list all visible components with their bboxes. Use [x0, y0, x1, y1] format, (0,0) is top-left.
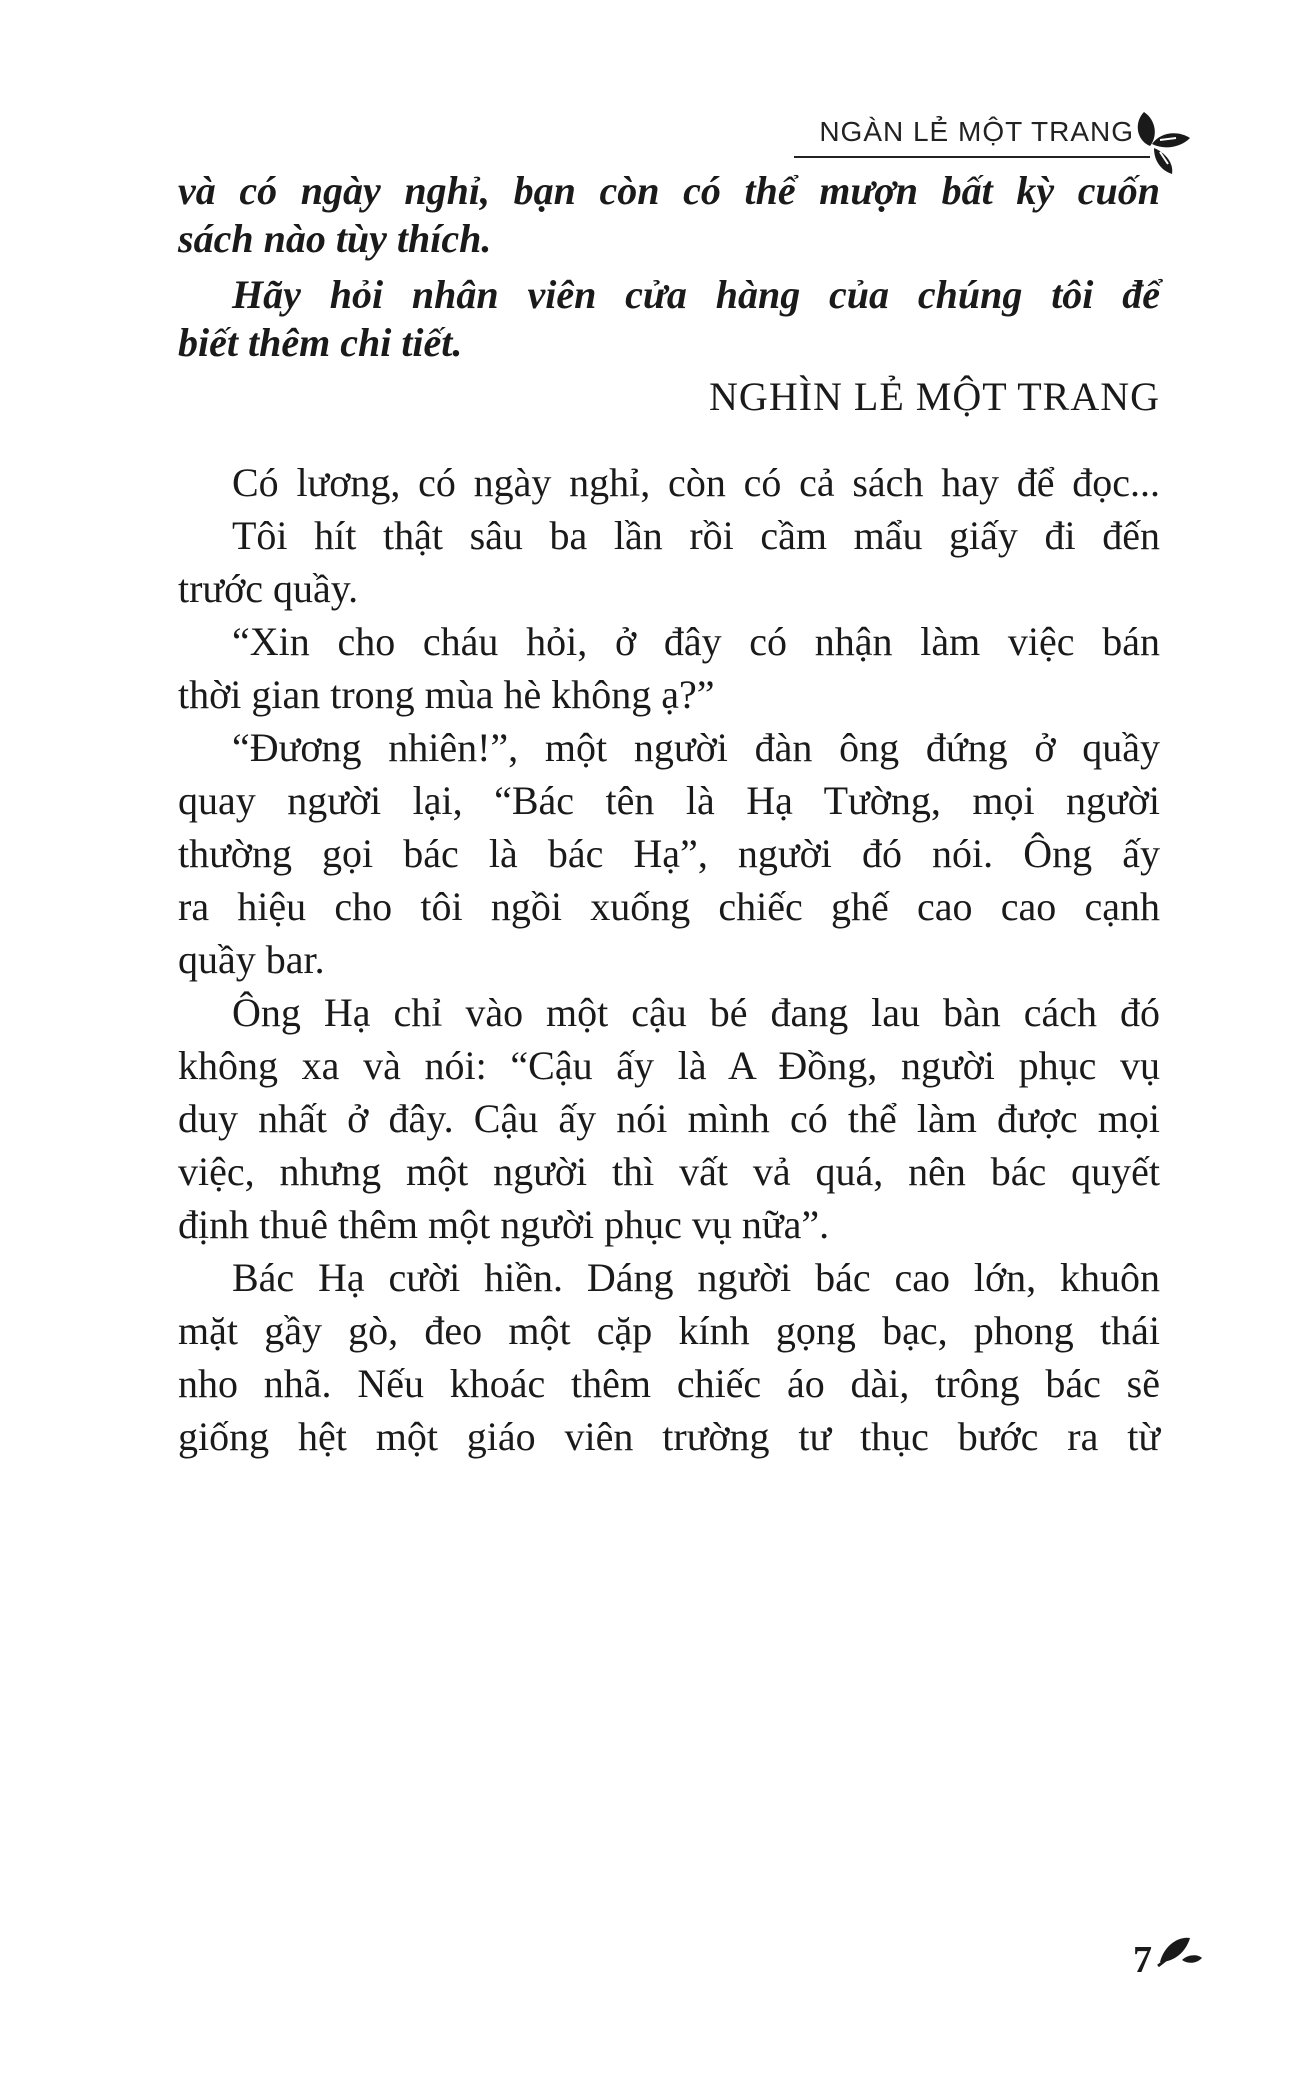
text-line: Tôi hít thật sâu ba lần rồi cầm mẩu giấy đi đến [232, 513, 1160, 558]
text-line: sách nào tùy thích. [178, 216, 492, 261]
text-line: trước quầy. [178, 566, 359, 611]
text-line: việc, nhưng một người thì vất vả quá, nên bác quyết [178, 1149, 1160, 1194]
running-title: NGÀN LẺ MỘT TRANG [819, 116, 1134, 147]
text-line: thời gian trong mùa hè không ạ?” [178, 672, 715, 717]
text-line: không xa và nói: “Cậu ấy là A Đồng, người phục vụ [178, 1043, 1160, 1088]
text-line: giống hệt một giáo viên trường tư thục bước ra từ [178, 1414, 1160, 1459]
text-line: Bác Hạ cười hiền. Dáng người bác cao lớn, khuôn [232, 1255, 1160, 1300]
text-line: và có ngày nghỉ, bạn còn có thể mượn bất kỳ cuốn [178, 168, 1160, 213]
text-line: duy nhất ở đây. Cậu ấy nói mình có thể làm được mọi [178, 1096, 1160, 1141]
text-line: Có lương, có ngày nghỉ, còn có cả sách hay để đọc... [232, 460, 1160, 505]
text-line: thường gọi bác là bác Hạ”, người đó nói. Ông ấy [178, 831, 1160, 876]
text-line: ra hiệu cho tôi ngồi xuống chiếc ghế cao cao cạnh [178, 884, 1160, 929]
text-line: “Xin cho cháu hỏi, ở đây có nhận làm việc bán [232, 619, 1160, 664]
page-number: 7 [1133, 1939, 1152, 1981]
text-line: quay người lại, “Bác tên là Hạ Tường, mọi người [178, 778, 1160, 823]
running-head [794, 112, 1194, 160]
leaf-icon [1156, 1932, 1204, 1972]
text-line: Hãy hỏi nhân viên cửa hàng của chúng tôi để [232, 272, 1160, 317]
text-line: Ông Hạ chỉ vào một cậu bé đang lau bàn cách đó [232, 990, 1160, 1035]
text-line: quầy bar. [178, 937, 325, 982]
text-line: mặt gầy gò, đeo một cặp kính gọng bạc, phong thái [178, 1308, 1160, 1353]
text-line: định thuê thêm một người phục vụ nữa”. [178, 1202, 830, 1247]
text-line: nho nhã. Nếu khoác thêm chiếc áo dài, trông bác sẽ [178, 1361, 1160, 1406]
notice-signature: NGHÌN LẺ MỘT TRANG [709, 374, 1160, 419]
text-line: “Đương nhiên!”, một người đàn ông đứng ở quầy [232, 725, 1160, 770]
text-line: biết thêm chi tiết. [178, 320, 463, 365]
